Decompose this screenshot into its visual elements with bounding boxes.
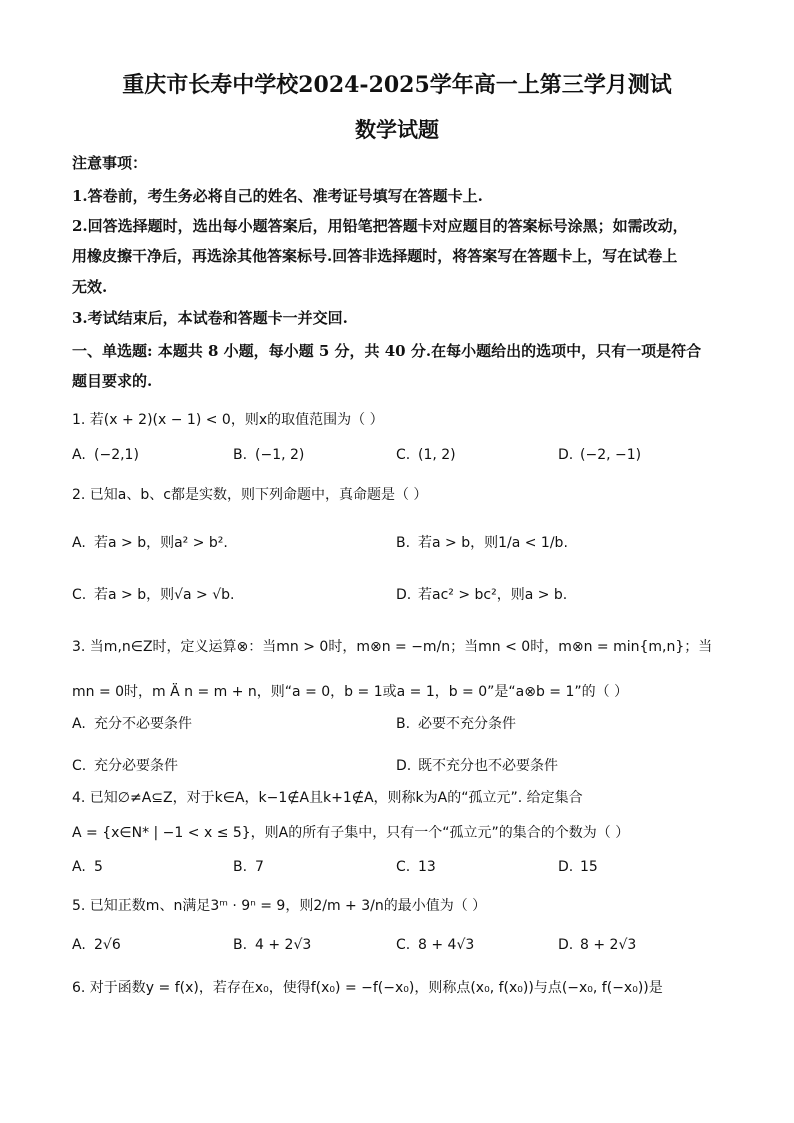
option-key: D. [396, 758, 412, 774]
option-text: 既不充分也不必要条件 [418, 758, 558, 774]
option-text: 充分不必要条件 [94, 716, 192, 732]
option-text: (1, 2) [418, 447, 456, 463]
option-key: C. [72, 758, 87, 774]
section-heading-cont: 题目要求的. [72, 372, 153, 390]
option-key: D. [558, 937, 574, 953]
option-text: 15 [580, 859, 598, 875]
option-c [72, 584, 235, 604]
option-key: C. [72, 587, 87, 603]
option-text: 8 + 4√3 [418, 937, 475, 953]
page-title: 重庆市长寿中学校2024-2025学年高一上第三学月测试 [122, 72, 672, 98]
option-text: (−1, 2) [255, 447, 305, 463]
notice-item: 1.答卷前，考生务必将自己的姓名、准考证号填写在答题卡上. [72, 187, 483, 205]
question-stem-cont: mn = 0时，m Ä n = m + n，则“a = 0，b = 1或a = 1，b = 0”是“a⊗b = 1”的（ ） [72, 684, 629, 700]
option-b [233, 859, 264, 875]
option-key: C. [396, 937, 411, 953]
option-c [396, 447, 456, 463]
notice-item: 3.考试结束后，本试卷和答题卡一并交回. [72, 309, 348, 327]
question-stem: 2. 已知a、b、c都是实数，则下列命题中，真命题是（ ） [72, 487, 428, 503]
notice-heading: 注意事项： [72, 154, 148, 172]
option-text: 若a > b，则1/a < 1/b. [418, 535, 568, 551]
option-text: 13 [418, 859, 436, 875]
option-b [396, 713, 516, 733]
option-key: D. [396, 587, 412, 603]
question-stem: 5. 已知正数m、n满足3ᵐ · 9ⁿ = 9，则2/m + 3/n的最小值为（ ） [72, 898, 487, 914]
option-key: B. [233, 937, 248, 953]
option-b [233, 937, 311, 953]
option-text: 4 + 2√3 [255, 937, 312, 953]
option-key: A. [72, 535, 86, 551]
option-d [558, 859, 598, 875]
option-text: 若a > b，则a² > b². [94, 535, 228, 551]
option-d [558, 937, 636, 953]
option-key: A. [72, 937, 86, 953]
option-key: A. [72, 859, 86, 875]
question-stem: 3. 当m,n∈Z时，定义运算⊗：当mn > 0时，m⊗n = −m/n；当mn < 0时，m⊗n = min{m,n}；当 [72, 639, 713, 655]
option-text: (−2, −1) [580, 447, 642, 463]
question-stem: 4. 已知∅≠A⊆Z，对于k∈A，k−1∉A且k+1∉A，则称k为A的“孤立元”. 给定集合 [72, 790, 583, 806]
option-a [72, 447, 139, 463]
page-subtitle: 数学试题 [355, 117, 439, 142]
option-key: A. [72, 447, 86, 463]
option-text: 2√6 [94, 937, 121, 953]
option-key: A. [72, 716, 86, 732]
option-d [558, 447, 641, 463]
option-c [72, 755, 178, 775]
option-text: 充分必要条件 [94, 758, 178, 774]
option-text: 5 [94, 859, 103, 875]
option-a [72, 532, 228, 552]
option-text: 必要不充分条件 [418, 716, 516, 732]
option-a [72, 859, 103, 875]
option-b [233, 447, 304, 463]
section-heading: 一、单选题: 本题共 8 小题，每小题 5 分，共 40 分.在每小题给出的选项中，只有一项是符合 [72, 342, 702, 360]
option-text: 7 [255, 859, 264, 875]
option-c [396, 937, 474, 953]
option-key: B. [233, 447, 248, 463]
option-c [396, 859, 436, 875]
option-text: 若a > b，则√a > √b. [94, 587, 235, 603]
option-key: B. [233, 859, 248, 875]
option-d [396, 584, 567, 604]
option-key: B. [396, 535, 411, 551]
option-key: D. [558, 859, 574, 875]
option-d [396, 755, 558, 775]
option-a [72, 713, 192, 733]
option-key: C. [396, 447, 411, 463]
notice-item: 2.回答选择题时，选出每小题答案后，用铅笔把答题卡对应题目的答案标号涂黑；如需改动， [72, 217, 688, 235]
option-key: B. [396, 716, 411, 732]
option-key: D. [558, 447, 574, 463]
option-text: (−2,1) [94, 447, 139, 463]
notice-item: 无效. [72, 278, 108, 296]
question-stem-cont: A = {x∈N* | −1 < x ≤ 5}，则A的所有子集中，只有一个“孤立元”的集合的个数为（ ） [72, 825, 630, 841]
option-a [72, 937, 121, 953]
question-stem: 6. 对于函数y = f(x)，若存在x₀，使得f(x₀) = −f(−x₀)，则称点(x₀, f(x₀))与点(−x₀, f(−x₀))是 [72, 980, 663, 996]
option-key: C. [396, 859, 411, 875]
option-text: 若ac² > bc²，则a > b. [418, 587, 568, 603]
option-b [396, 532, 568, 552]
notice-item: 用橡皮擦干净后，再选涂其他答案标号.回答非选择题时，将答案写在答题卡上，写在试卷上 [72, 247, 678, 265]
question-stem: 1. 若(x + 2)(x − 1) < 0，则x的取值范围为（ ） [72, 412, 384, 428]
option-text: 8 + 2√3 [580, 937, 637, 953]
